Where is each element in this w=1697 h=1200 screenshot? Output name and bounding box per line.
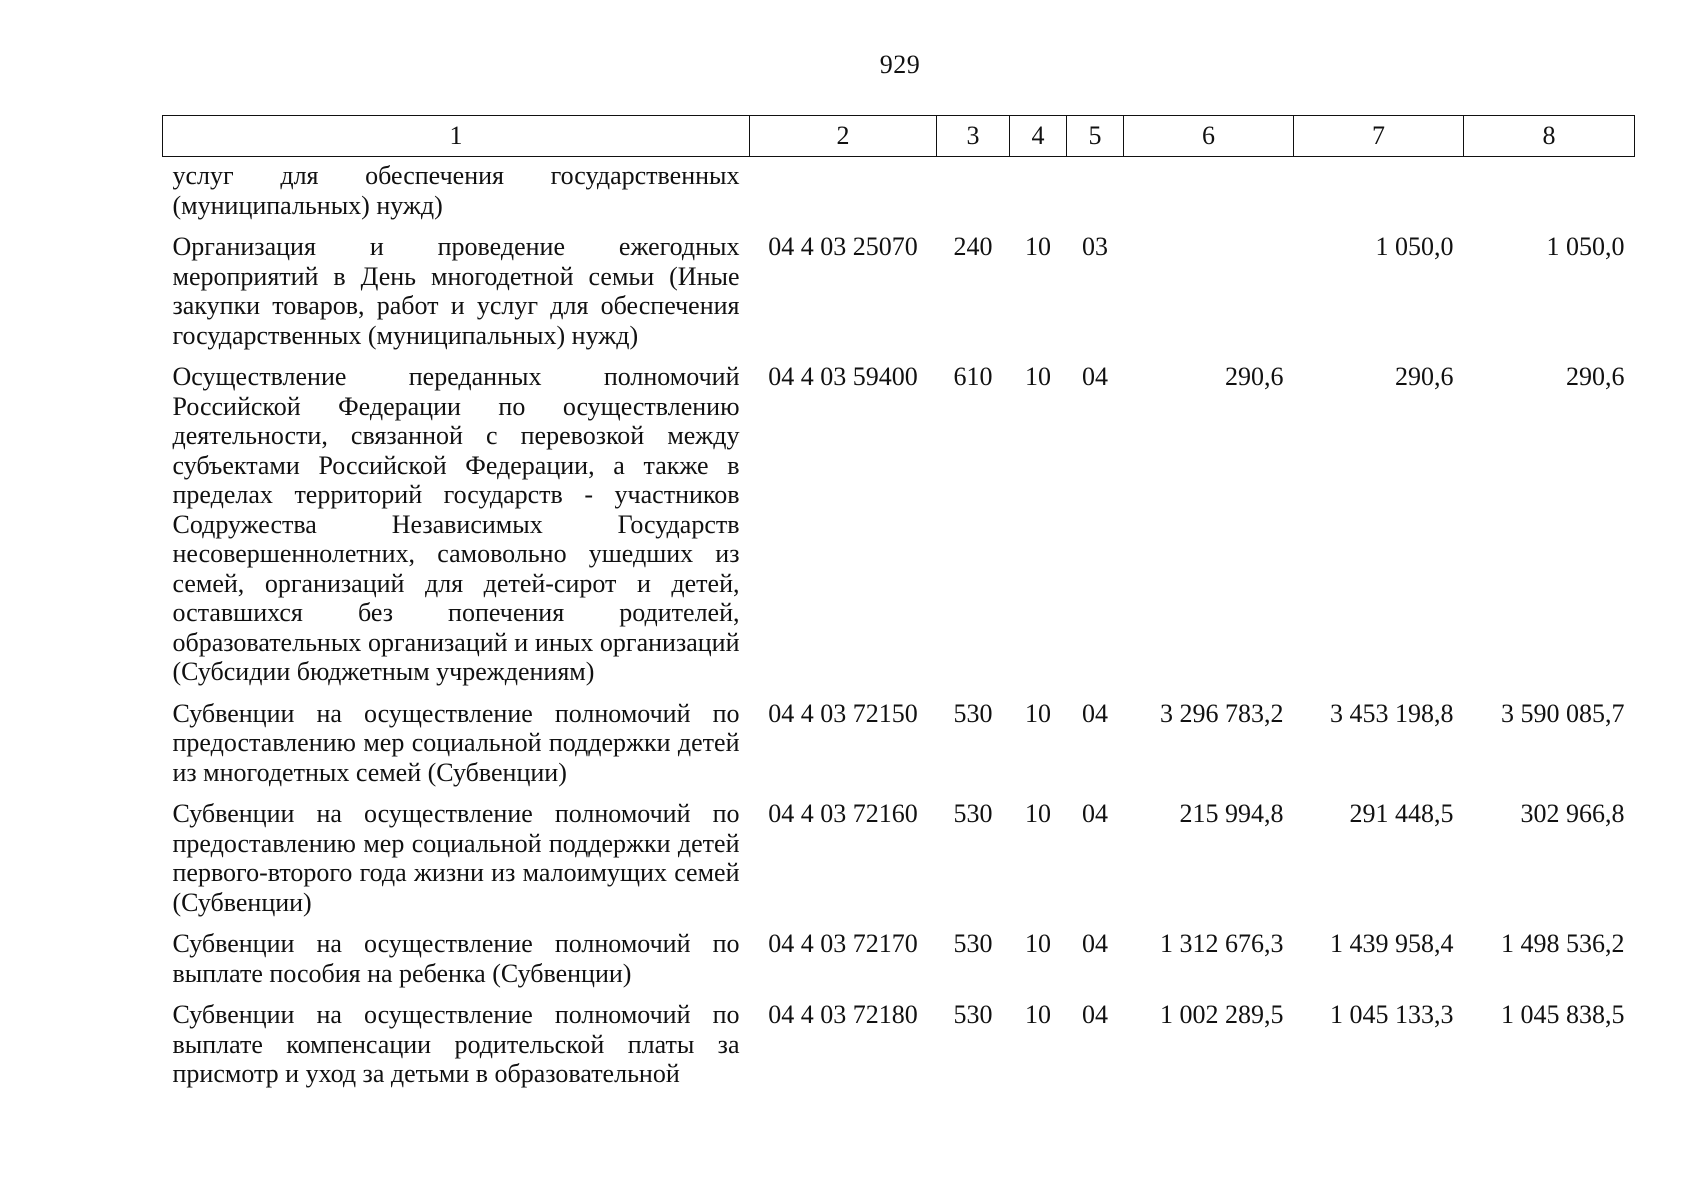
header-cell: 8 [1464, 116, 1635, 157]
row-name: Субвенции на осуществление полномочий по выплате компенсации родительской платы за присмотр и уход за детьми в образовательной [172, 1000, 740, 1088]
row-vr: 240 [953, 232, 993, 261]
header-cell: 5 [1067, 116, 1124, 157]
table-row [163, 929, 1635, 1000]
row-vr: 530 [953, 929, 993, 958]
row-value-6 [1124, 232, 1294, 362]
row-pr: 03 [1082, 232, 1108, 261]
row-pr: 04 [1082, 698, 1108, 728]
header-cell: 7 [1294, 116, 1464, 157]
row-name: Субвенции на осуществление полномочий по предоставлению мер социальной поддержки детей из многодетных семей (Субвенции) [172, 698, 740, 787]
row-value-6 [1124, 157, 1294, 233]
table-row [163, 232, 1635, 362]
header-cell: 2 [750, 116, 937, 157]
page-number: 929 [879, 50, 921, 79]
row-name: Субвенции на осуществление полномочий по предоставлению мер социальной поддержки детей первого-второго года жизни из малоимущих семей (Субвенции) [172, 799, 740, 917]
row-rz: 10 [1025, 362, 1051, 391]
row-code: 04 4 03 25070 [768, 232, 918, 261]
row-rz [1010, 157, 1067, 233]
row-name: Субвенции на осуществление полномочий по выплате пособия на ребенка (Субвенции) [172, 929, 740, 988]
row-value-7: 1 439 958,4 [1330, 929, 1454, 958]
row-rz: 10 [1025, 1000, 1051, 1029]
row-pr: 04 [1082, 362, 1108, 391]
header-cell: 6 [1124, 116, 1294, 157]
table-row [163, 362, 1635, 699]
header-row [163, 116, 1635, 157]
row-value-7: 290,6 [1395, 362, 1454, 391]
row-value-6: 1 312 676,3 [1160, 929, 1284, 958]
row-value-8: 1 498 536,2 [1501, 929, 1625, 958]
row-rz: 10 [1025, 698, 1051, 728]
row-value-6: 1 002 289,5 [1160, 1000, 1284, 1029]
row-vr: 610 [953, 362, 993, 391]
budget-table [162, 115, 1635, 1101]
row-value-7: 1 045 133,3 [1330, 1000, 1454, 1029]
row-code: 04 4 03 72180 [768, 1000, 918, 1029]
table-row [163, 157, 1635, 233]
row-value-8: 3 590 085,7 [1501, 698, 1625, 728]
row-name: Осуществление переданных полномочий Российской Федерации по осуществлению деятельности, связанной с перевозкой между субъектами Российской Федерации, а также в пределах территорий государств - участников Содружества Независимых Государств несовершеннолетних, самовольно ушедших из семей, организаций для детей-сирот и детей, оставшихся без попечения родителей, образовательных организаций и иных организаций (Субсидии бюджетным учреждениям) [172, 362, 740, 686]
budget-table-container [162, 115, 1634, 1101]
table-row [163, 1000, 1635, 1101]
row-pr: 04 [1082, 1000, 1108, 1029]
header-cell: 4 [1010, 116, 1067, 157]
row-value-7 [1294, 157, 1464, 233]
table-row [163, 699, 1635, 800]
row-vr: 530 [953, 799, 993, 828]
row-code: 04 4 03 72170 [768, 929, 918, 958]
row-value-8: 302 966,8 [1520, 799, 1625, 828]
header-cell: 3 [937, 116, 1010, 157]
row-value-7: 3 453 198,8 [1330, 698, 1454, 728]
row-value-6: 215 994,8 [1179, 799, 1284, 828]
row-code: 04 4 03 72150 [768, 698, 918, 728]
row-pr: 04 [1082, 799, 1108, 828]
row-vr: 530 [953, 698, 993, 728]
row-code: 04 4 03 59400 [768, 362, 918, 391]
row-rz: 10 [1025, 232, 1051, 261]
row-value-7: 1 050,0 [1375, 232, 1454, 261]
row-value-6: 3 296 783,2 [1160, 698, 1284, 728]
row-value-8: 1 050,0 [1546, 232, 1625, 261]
header-cell: 1 [163, 116, 750, 157]
row-pr [1067, 157, 1124, 233]
row-value-8: 290,6 [1566, 362, 1625, 391]
row-code [750, 157, 937, 233]
row-code: 04 4 03 72160 [768, 799, 918, 828]
row-vr [937, 157, 1010, 233]
table-row [163, 799, 1635, 929]
row-value-8: 1 045 838,5 [1501, 1000, 1625, 1029]
row-rz: 10 [1025, 929, 1051, 958]
row-value-6: 290,6 [1225, 362, 1284, 391]
row-value-7: 291 448,5 [1349, 799, 1454, 828]
row-value-8 [1464, 157, 1635, 233]
row-name: услуг для обеспечения государственных (муниципальных) нужд) [172, 161, 740, 220]
row-pr: 04 [1082, 929, 1108, 958]
row-rz: 10 [1025, 799, 1051, 828]
row-vr: 530 [953, 1000, 993, 1029]
row-name: Организация и проведение ежегодных мероприятий в День многодетной семьи (Иные закупки товаров, работ и услуг для обеспечения государственных (муниципальных) нужд) [172, 232, 740, 350]
